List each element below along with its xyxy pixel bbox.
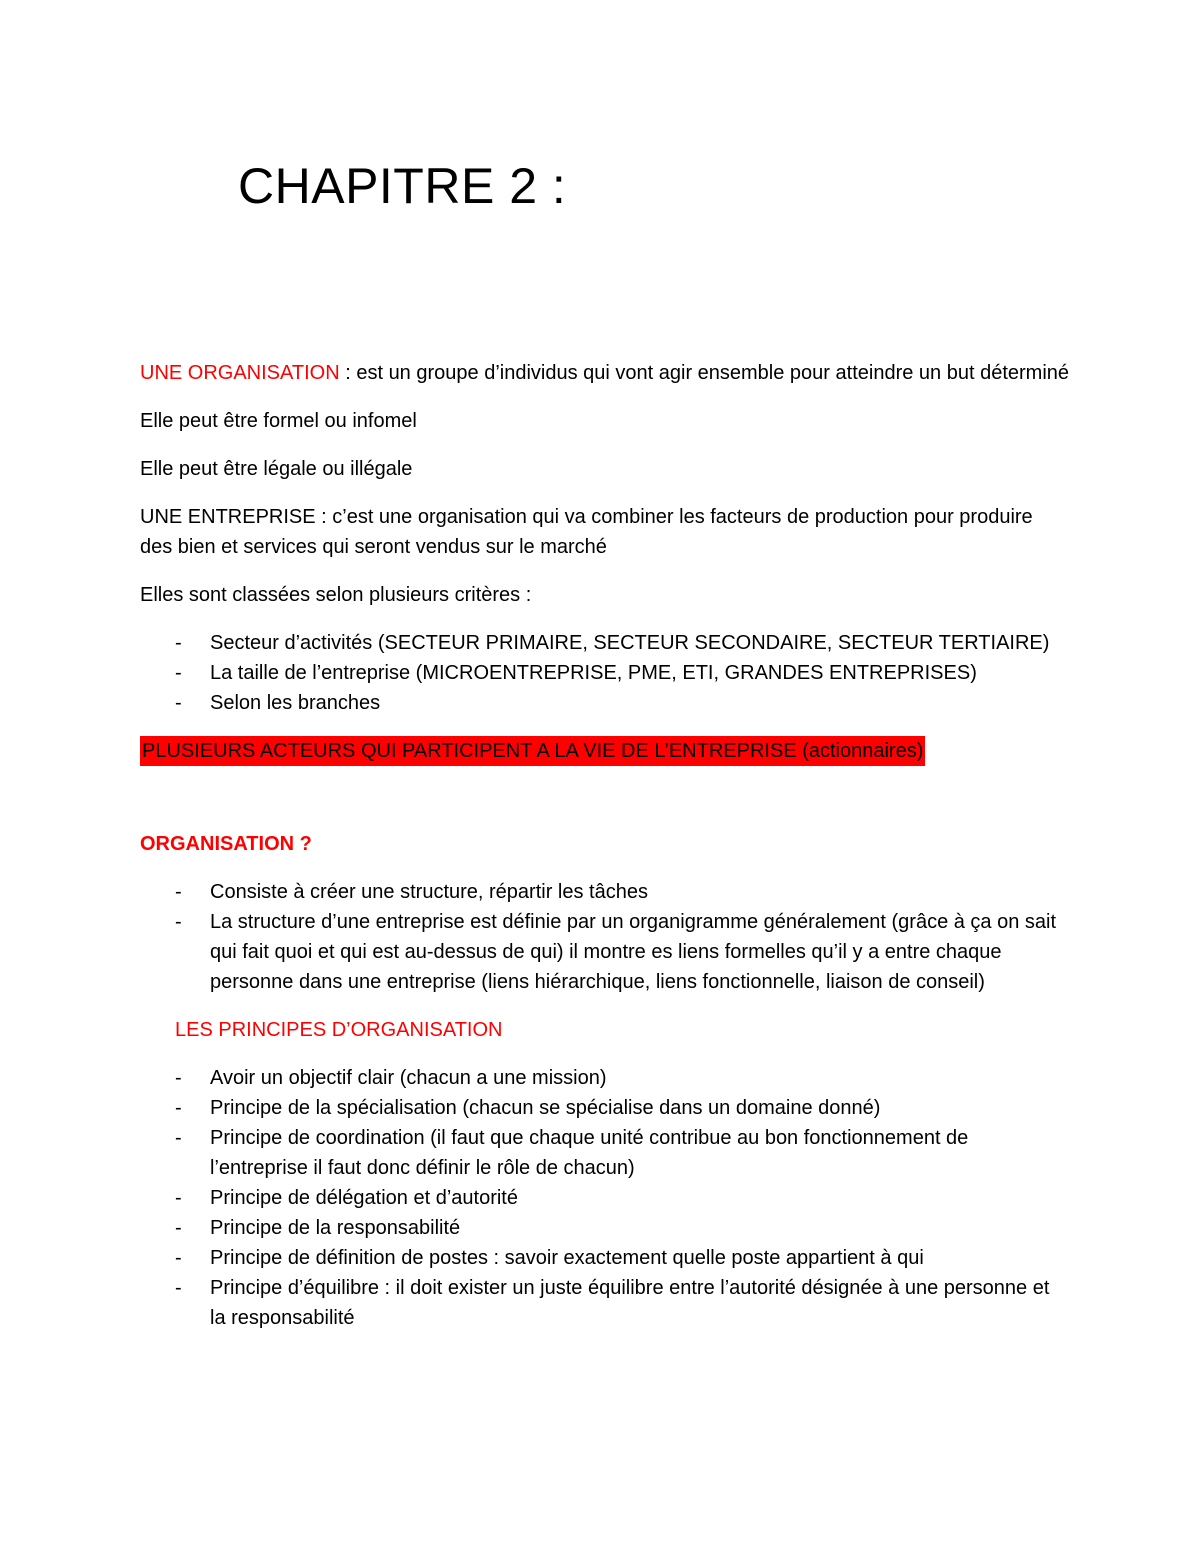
criteria-list xyxy=(140,628,1070,718)
heading-principles: LES PRINCIPES D’ORGANISATION xyxy=(175,1019,503,1041)
spacer xyxy=(140,784,1070,829)
list-item: - Principe de délégation et d’autorité xyxy=(140,1183,1070,1213)
list-item: - Principe de coordination (il faut que chaque unité contribue au bon fonctionnement de l’entreprise il faut donc définir le rôle de chacun) xyxy=(140,1123,1070,1183)
list-item: - Consiste à créer une structure, répartir les tâches xyxy=(140,877,1070,907)
list-item: - Avoir un objectif clair (chacun a une mission) xyxy=(140,1063,1070,1093)
heading-organisation: ORGANISATION ? xyxy=(140,833,312,855)
highlighted-text: PLUSIEURS ACTEURS QUI PARTICIPENT A LA VIE DE L’ENTREPRISE (actionnaires) xyxy=(140,736,925,766)
document-body xyxy=(140,358,1070,1351)
list-item: - Principe d’équilibre : il doit exister un juste équilibre entre l’autorité désignée à une personne et la responsabilité xyxy=(140,1273,1070,1333)
principles-list xyxy=(140,1063,1070,1333)
definition-organisation-text: : est un groupe d’individus qui vont agir ensemble pour atteindre un but déterminé xyxy=(339,362,1070,384)
paragraph-formel: Elle peut être formel ou infomel xyxy=(140,410,417,432)
list-item: - Principe de définition de postes : savoir exactement quelle poste appartient à qui xyxy=(140,1243,1070,1273)
list-item: - Secteur d’activités (SECTEUR PRIMAIRE, SECTEUR SECONDAIRE, SECTEUR TERTIAIRE) xyxy=(140,628,1070,658)
list-item: - Selon les branches xyxy=(140,688,1070,718)
organisation-list xyxy=(140,877,1070,997)
paragraph-legale: Elle peut être légale ou illégale xyxy=(140,458,413,480)
term-organisation: UNE ORGANISATION xyxy=(140,362,340,384)
list-item: - Principe de la responsabilité xyxy=(140,1213,1070,1243)
definition-entreprise: UNE ENTREPRISE : c’est une organisation qui va combiner les facteurs de production pour produire des bien et services qui seront vendus sur le marché xyxy=(140,506,1033,558)
list-item: - Principe de la spécialisation (chacun se spécialise dans un domaine donné) xyxy=(140,1093,1070,1123)
definition-organisation xyxy=(140,358,1070,388)
chapter-title: CHAPITRE 2 : xyxy=(238,158,567,214)
paragraph-criteres: Elles sont classées selon plusieurs critères : xyxy=(140,584,532,606)
list-item: - La structure d’une entreprise est définie par un organigramme généralement (grâce à ça on sait qui fait quoi et qui est au-dessus de qui) il montre es liens formelles qu’il y a entre chaque personne dans une entreprise (liens hiérarchique, liens fonctionnelle, liaison de conseil) xyxy=(140,907,1070,997)
highlighted-paragraph xyxy=(140,736,1070,766)
list-item: - La taille de l’entreprise (MICROENTREPRISE, PME, ETI, GRANDES ENTREPRISES) xyxy=(140,658,1070,688)
